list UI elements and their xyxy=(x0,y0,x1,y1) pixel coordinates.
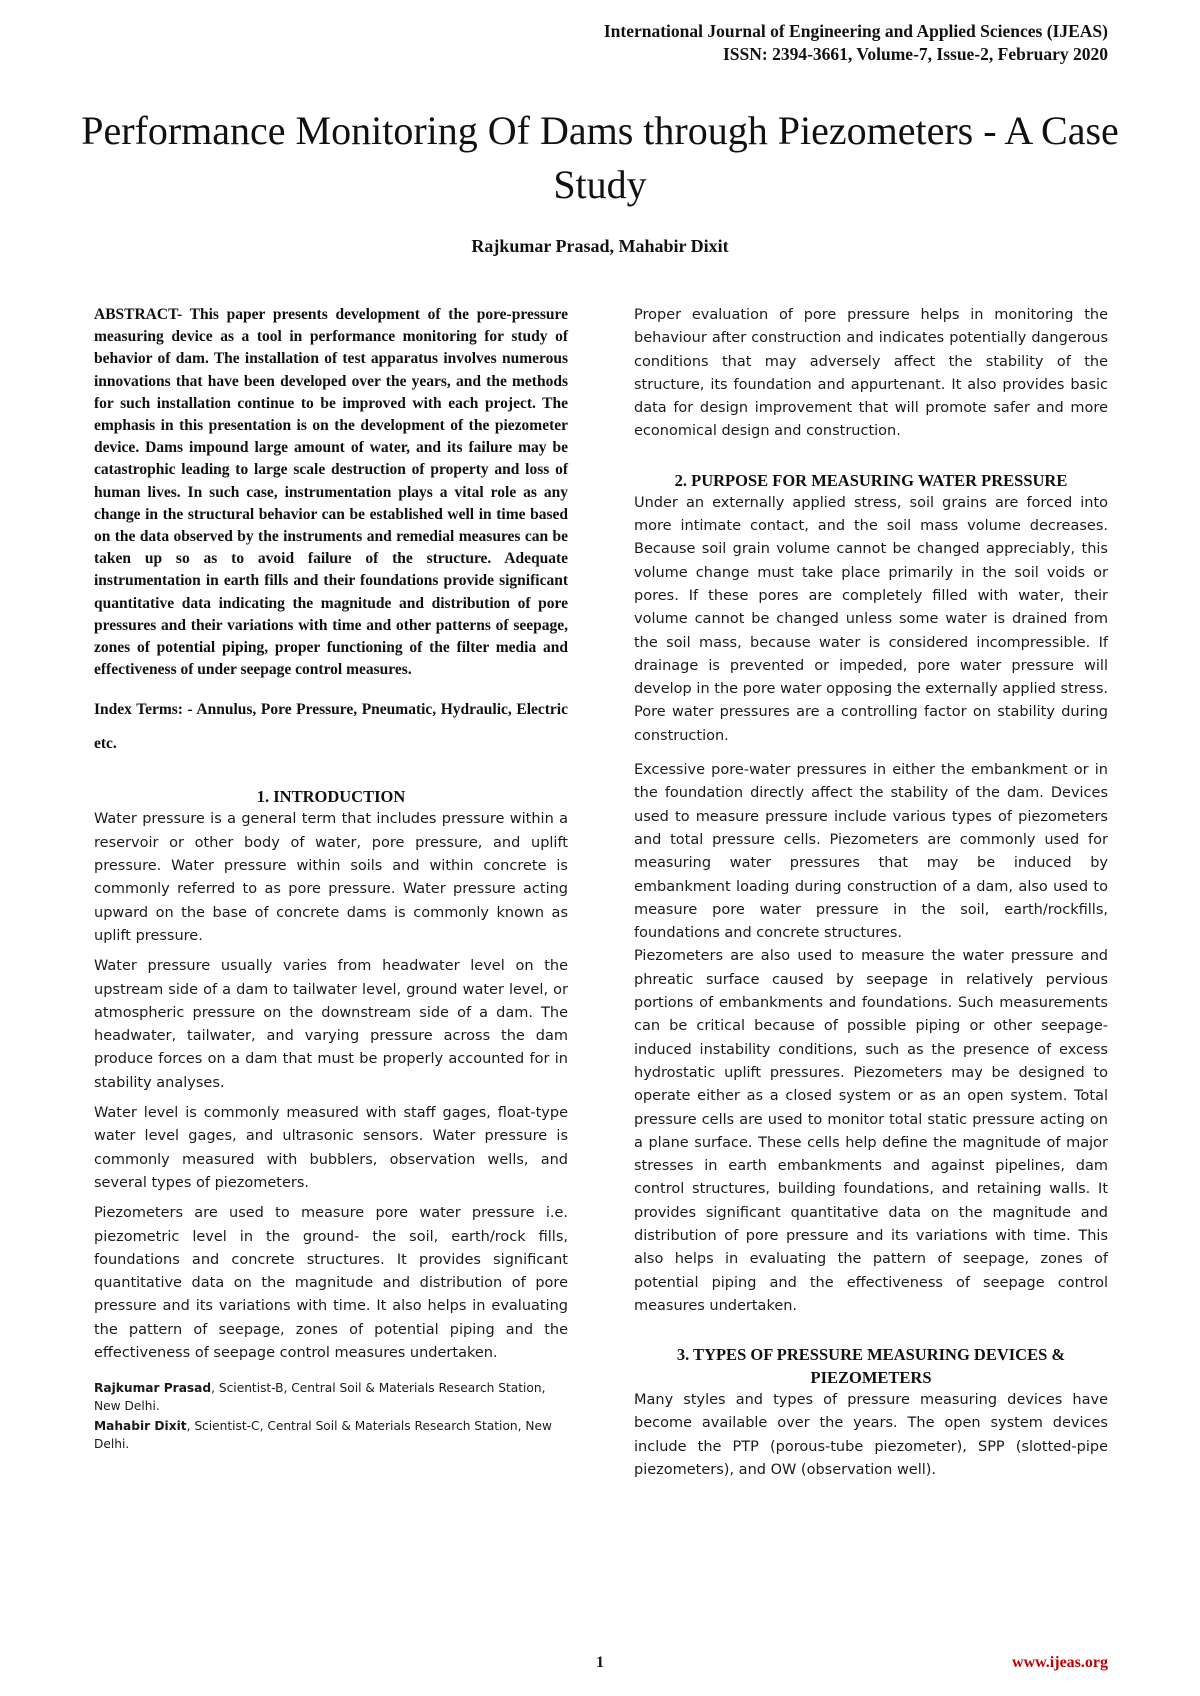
author-footnote-2 xyxy=(94,1417,568,1453)
intro-paragraph-4: Piezometers are used to measure pore water pressure i.e. piezometric level in the ground- the soil, earth/rock fills, foundations and concrete structures. It provides significant quantitative data on the magnitude and distribution of pore pressure and its variations with time. It also helps in evaluating the pattern of seepage, zones of potential piping and the effectiveness of seepage control measures undertaken. xyxy=(94,1205,568,1361)
paper-authors: Rajkumar Prasad, Mahabir Dixit xyxy=(471,236,729,256)
index-terms: Index Terms: - Annulus, Pore Pressure, Pneumatic, Hydraulic, Electric etc. xyxy=(94,701,568,753)
intro-paragraph-3: Water level is commonly measured with staff gages, float-type water level gages, and ultrasonic sensors. Water pressure is commonly measured with bubblers, observation wells, and several types of piezometers. xyxy=(94,1105,568,1191)
section-heading-purpose: 2. PURPOSE FOR MEASURING WATER PRESSURE xyxy=(674,470,1068,490)
right-column xyxy=(634,304,1108,1482)
journal-header xyxy=(388,20,1108,66)
intro-paragraph-2: Water pressure usually varies from headwater level on the upstream side of a dam to tailwater level, ground water level, or atmospheric pressure on the downstream side of a dam. The headwater, tailwater, and varying pressure across the dam produce forces on a dam that must be properly accounted for in stability analyses. xyxy=(94,958,568,1091)
abstract: ABSTRACT- This paper presents development of the pore-pressure measuring device as a tool in performance monitoring for study of behavior of dam. The installation of test apparatus involves numerous innovations that have been developed over the years, and the methods for such installation continue to be improved with each project. The emphasis in this presentation is on the development of the piezometer device. Dams impound large amount of water, and its failure may be catastrophic leading to large scale destruction of property and loss of human lives. In such case, instrumentation plays a vital role as any change in the structural behavior can be established well in time based on the data observed by the instruments and remedial measures can be taken up so as to avoid failure of the structure. Adequate instrumentation in earth fills and their foundations provide significant quantitative data indicating the magnitude and distribution of pore pressures and their variations with time and other patterns of seepage, zones of potential piping, proper functioning of the filter media and effectiveness of under seepage control measures. xyxy=(94,306,568,679)
types-paragraph-1: Many styles and types of pressure measuring devices have become available over the years. The open system devices include the PTP (porous-tube piezometer), SPP (slotted-pipe piezometers), and OW (observation well). xyxy=(634,1392,1108,1479)
journal-url-link[interactable]: www.ijeas.org xyxy=(1012,1654,1108,1671)
purpose-paragraph-2: Excessive pore-water pressures in either the embankment or in the foundation directly affect the stability of the dam. Devices used to measure pressure include various types of piezometers and total pressure cells. Piezometers are commonly used for measuring water pressures that may be induced by embankment loading during construction of a dam, also used to measure pore water pressure in the soil, earth/rockfills, foundations and concrete structures. xyxy=(634,762,1108,942)
journal-issue: ISSN: 2394-3661, Volume-7, Issue-2, February 2020 xyxy=(722,44,1108,64)
section-heading-introduction: 1. INTRODUCTION xyxy=(256,787,406,807)
footnote-author-2-affiliation: , Scientist-C, Central Soil & Materials Research Station, New Delhi. xyxy=(94,1419,552,1452)
intro-paragraph-5: Proper evaluation of pore pressure helps in monitoring the behaviour after construction and indicates potentially dangerous conditions that may adversely affect the stability of the structure, its foundation and appurtenant. It also provides basic data for design improvement that will promote safer and more economical design and construction. xyxy=(634,307,1108,440)
footnote-author-1-name: Rajkumar Prasad xyxy=(94,1381,212,1396)
author-footnotes xyxy=(94,1379,568,1453)
section-heading-types: 3. TYPES OF PRESSURE MEASURING DEVICES & PIEZOMETERS xyxy=(676,1345,1066,1388)
journal-name: International Journal of Engineering and Applied Sciences (IJEAS) xyxy=(603,21,1108,41)
intro-paragraph-1: Water pressure is a general term that includes pressure within a reservoir or other body of water, pore pressure, and uplift pressure. Water pressure within soils and within concrete is commonly referred to as pore pressure. Water pressure acting upward on the base of concrete dams is commonly known as uplift pressure. xyxy=(94,811,568,944)
footnote-author-2-name: Mahabir Dixit xyxy=(94,1419,187,1434)
page-number: 1 xyxy=(596,1654,604,1671)
footnote-author-1-affiliation: , Scientist-B, Central Soil & Materials Research Station, New Delhi. xyxy=(94,1381,546,1414)
author-footnote-1 xyxy=(94,1379,568,1415)
paper-title: Performance Monitoring Of Dams through Piezometers - A Case Study xyxy=(81,108,1119,207)
purpose-paragraph-1: Under an externally applied stress, soil grains are forced into more intimate contact, and the soil mass volume decreases. Because soil grain volume cannot be changed appreciably, this volume change must take place primarily in the soil voids or pores. If these pores are completely filled with water, their volume cannot be changed unless some water is drained from the soil mass, because water is considered incompressible. If drainage is prevented or impeded, pore water pressure will develop in the pore water opposing the externally applied stress. Pore water pressures are a controlling factor on stability during construction. xyxy=(634,494,1108,744)
left-column xyxy=(94,304,568,1455)
purpose-paragraph-3: Piezometers are also used to measure the water pressure and phreatic surface caused by seepage in relatively pervious portions of embankments and foundations. Such measurements can be critical because of possible piping or other seepage-induced instability conditions, such as the presence of excess hydrostatic uplift pressures. Piezometers may be designed to operate either as a closed system or as an open system. Total pressure cells are used to monitor total static pressure acting on a plane surface. These cells help define the magnitude of major stresses in earth embankments and against pipelines, dam control structures, building foundations, and retaining walls. It provides significant quantitative data on the magnitude and distribution of pore pressure and its variations with time. This also helps in evaluating the pattern of seepage, zones of potential piping and the effectiveness of seepage control measures undertaken. xyxy=(634,948,1108,1314)
